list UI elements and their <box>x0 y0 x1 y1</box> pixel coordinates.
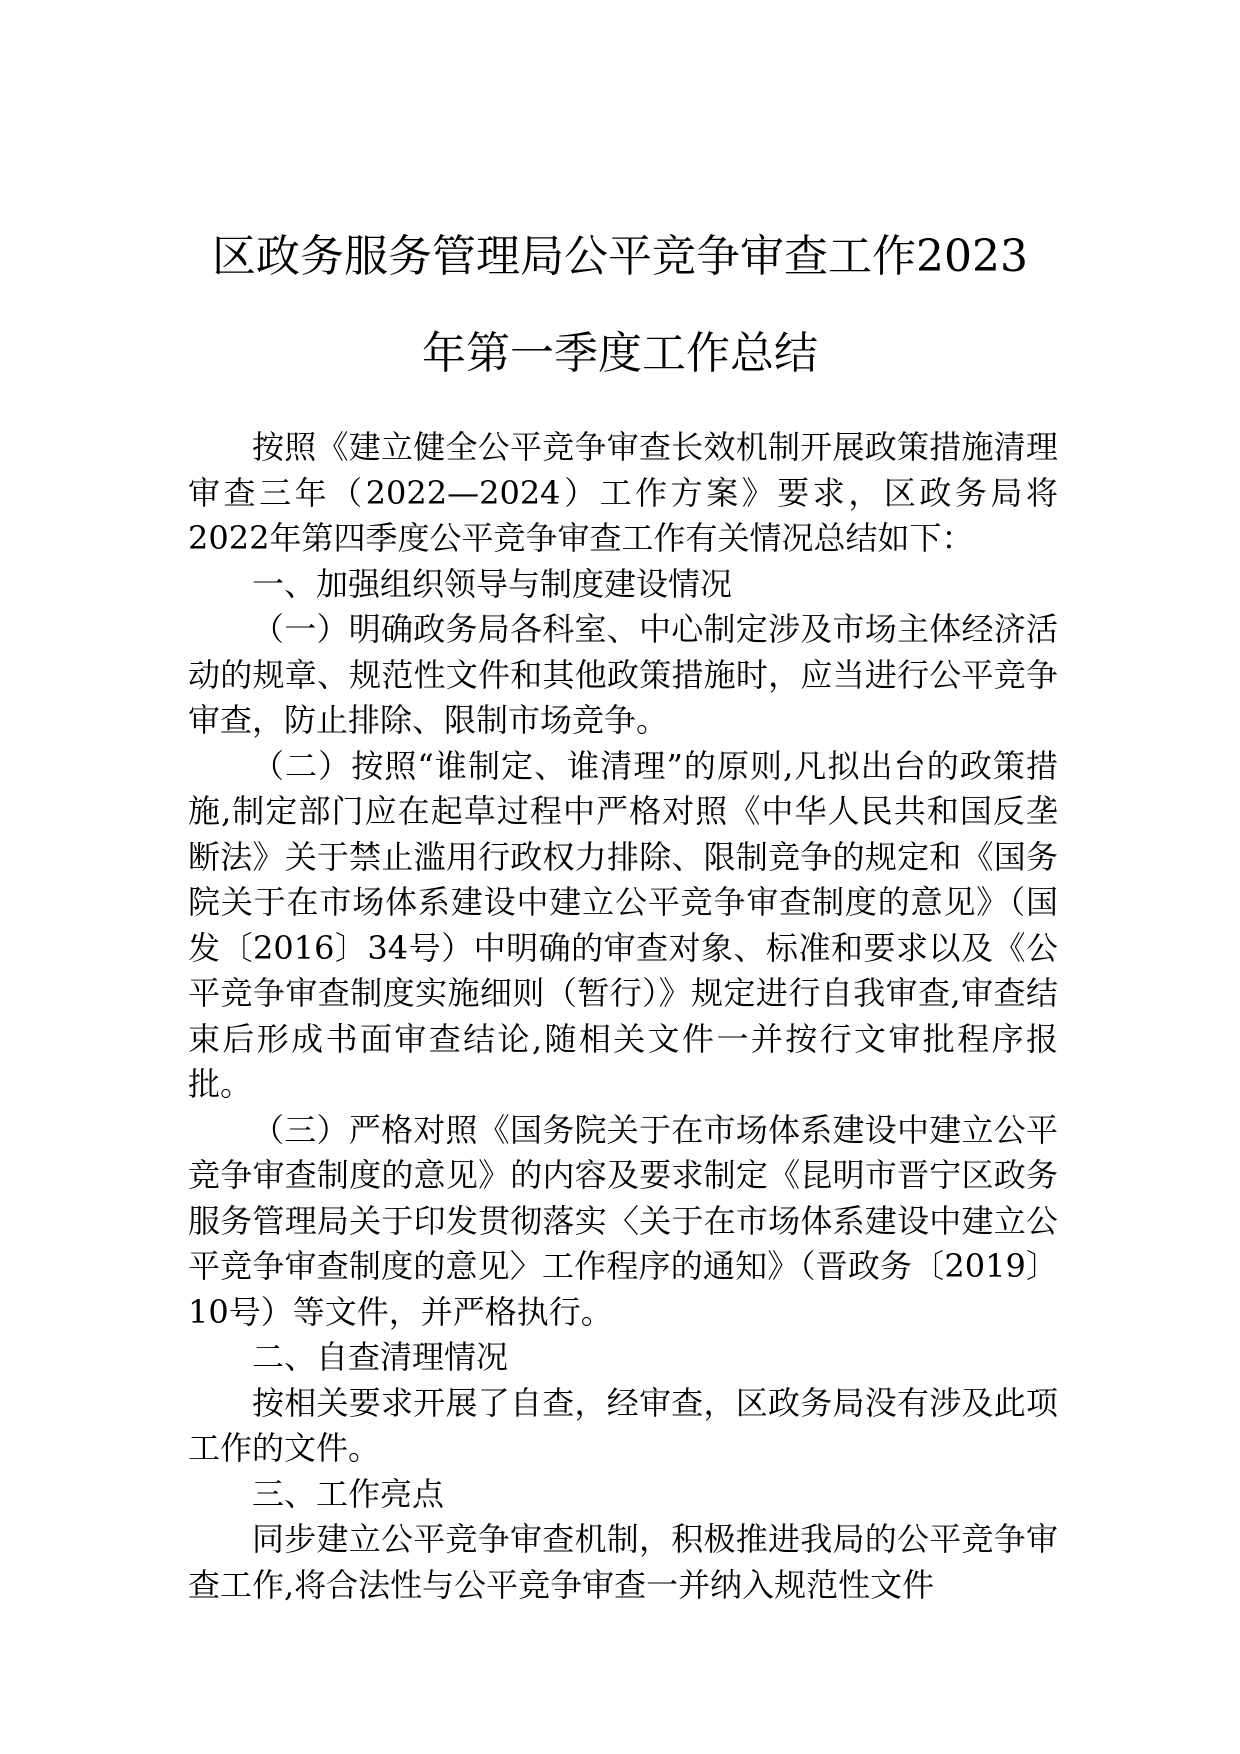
section-heading-2: 二、自查清理情况 <box>252 1338 509 1376</box>
paragraph-item-3: （三）严格对照《国务院关于在市场体系建设中建立公平竞争审查制度的意见》的内容及要求制定《昆明市晋宁区政务服务管理局关于印发贯彻落实〈关于在市场体系建设中建立公平竞争审查制度的意见〉工作程序的通知》（晋政务〔2019〕10号）等文件，并严格执行。 <box>188 1110 1058 1331</box>
section-heading-1: 一、加强组织领导与制度建设情况 <box>252 564 733 603</box>
document-body <box>188 425 1058 1608</box>
document-title <box>150 208 1090 402</box>
title-line-2: 年第一季度工作总结 <box>422 328 818 379</box>
title-line-1: 区政务服务管理局公平竞争审查工作2023 <box>212 231 1028 282</box>
section-heading-3: 三、工作亮点 <box>252 1474 445 1513</box>
paragraph-item-1: （一）明确政务局各科室、中心制定涉及市场主体经济活动的规章、规范性文件和其他政策措施时，应当进行公平竞争审查，防止排除、限制市场竞争。 <box>188 610 1058 739</box>
intro-paragraph: 按照《建立健全公平竞争审查长效机制开展政策措施清理审查三年（2022—2024）工作方案》要求，区政务局将2022年第四季度公平竞争审查工作有关情况总结如下： <box>188 428 1058 557</box>
paragraph-item-2: （二）按照“谁制定、谁清理”的原则,凡拟出台的政策措施,制定部门应在起草过程中严格对照《中华人民共和国反垄断法》关于禁止滥用行政权力排除、限制竞争的规定和《国务院关于在市场体系建设中建立公平竞争审查制度的意见》（国发〔2016〕34号）中明确的审查对象、标准和要求以及《公平竞争审查制度实施细则（暂行）》规定进行自我审查,审查结束后形成书面审查结论,随相关文件一并按行文审批程序报批。 <box>188 746 1058 1103</box>
highlights-paragraph: 同步建立公平竞争审查机制，积极推进我局的公平竞争审查工作,将合法性与公平竞争审查一并纳入规范性文件 <box>188 1520 1058 1604</box>
self-check-paragraph: 按相关要求开展了自查，经审查，区政务局没有涉及此项工作的文件。 <box>188 1383 1058 1467</box>
